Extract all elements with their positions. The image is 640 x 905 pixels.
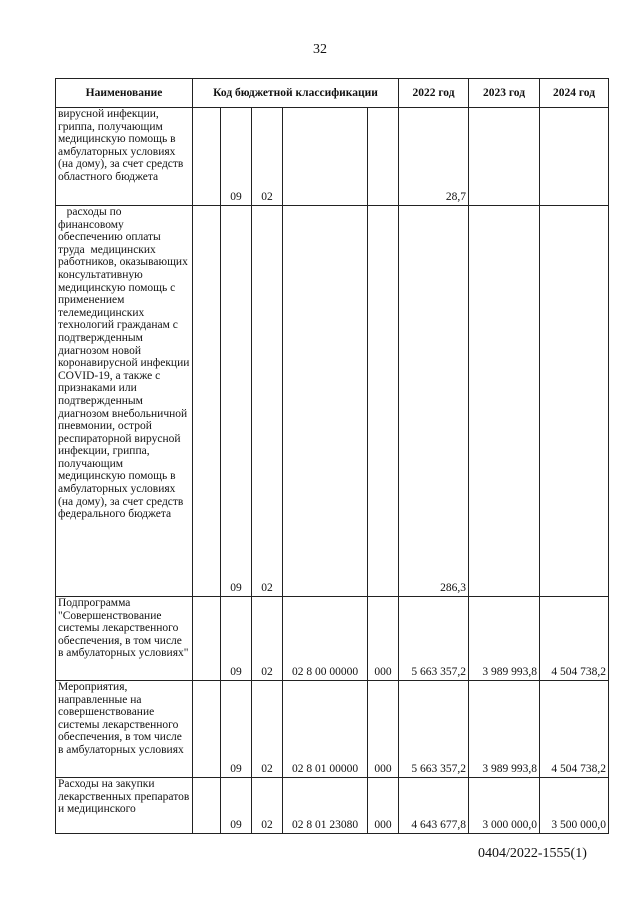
- row-2023: [469, 108, 540, 206]
- table-row: [56, 108, 609, 206]
- row-2023: 3 989 993,8: [469, 597, 540, 681]
- row-2022: 5 663 357,2: [399, 681, 469, 778]
- row-2023: 3 989 993,8: [469, 681, 540, 778]
- row-name: Подпрограмма "Совершенствование системы лекарственного обеспечения, в том числе в амбулаторных условиях": [56, 597, 193, 681]
- row-vr: 000: [368, 778, 399, 834]
- row-rz: 09: [221, 206, 252, 597]
- row-empty-col: [193, 206, 221, 597]
- header-2022: 2022 год: [399, 79, 469, 108]
- row-empty-col: [193, 108, 221, 206]
- budget-table: [55, 78, 609, 834]
- row-2024: 4 504 738,2: [540, 597, 609, 681]
- row-2023: 3 000 000,0: [469, 778, 540, 834]
- row-name: Расходы на закупки лекарственных препаратов и медицинского: [56, 778, 193, 834]
- row-name: вирусной инфекции, гриппа, получающим медицинскую помощь в амбулаторных условиях (на дому), за счет средств областного бюджета: [56, 108, 193, 206]
- row-csr: [283, 206, 368, 597]
- row-pr: 02: [252, 681, 283, 778]
- table-row: [56, 206, 609, 597]
- row-pr: 02: [252, 108, 283, 206]
- row-2022: 286,3: [399, 206, 469, 597]
- row-2023: [469, 206, 540, 597]
- row-vr: 000: [368, 597, 399, 681]
- row-empty-col: [193, 681, 221, 778]
- header-code: Код бюджетной классификации: [193, 79, 399, 108]
- row-rz: 09: [221, 597, 252, 681]
- row-rz: 09: [221, 778, 252, 834]
- row-name: Мероприятия, направленные на совершенствование системы лекарственного обеспечения, в том числе в амбулаторных условиях: [56, 681, 193, 778]
- header-2023: 2023 год: [469, 79, 540, 108]
- row-vr: 000: [368, 681, 399, 778]
- row-2022: 5 663 357,2: [399, 597, 469, 681]
- row-pr: 02: [252, 597, 283, 681]
- table-row: [56, 597, 609, 681]
- row-name: расходы по финансовому обеспечению оплаты труда медицинских работников, оказывающих консультативную медицинскую помощь с применением телемедицинских технологий гражданам с подтвержденным диагнозом новой коронавирусной инфекции COVID-19, а также с признаками или подтвержденным диагнозом внебольничной пневмонии, острой респираторной вирусной инфекции, гриппа, получающим медицинскую помощь в амбулаторных условиях (на дому), за счет средств федерального бюджета: [56, 206, 193, 597]
- row-vr: [368, 206, 399, 597]
- table-row: [56, 778, 609, 834]
- row-2024: 4 504 738,2: [540, 681, 609, 778]
- row-csr: 02 8 01 23080: [283, 778, 368, 834]
- row-vr: [368, 108, 399, 206]
- page-number: 32: [313, 42, 327, 57]
- row-empty-col: [193, 597, 221, 681]
- row-2024: [540, 108, 609, 206]
- row-empty-col: [193, 778, 221, 834]
- row-rz: 09: [221, 108, 252, 206]
- row-2022: 28,7: [399, 108, 469, 206]
- row-2024: 3 500 000,0: [540, 778, 609, 834]
- row-csr: 02 8 00 00000: [283, 597, 368, 681]
- document-code: 0404/2022-1555(1): [478, 846, 587, 861]
- row-csr: 02 8 01 00000: [283, 681, 368, 778]
- table-header-row: [56, 79, 609, 108]
- header-2024: 2024 год: [540, 79, 609, 108]
- header-name: Наименование: [56, 79, 193, 108]
- row-rz: 09: [221, 681, 252, 778]
- row-csr: [283, 108, 368, 206]
- row-pr: 02: [252, 778, 283, 834]
- row-2022: 4 643 677,8: [399, 778, 469, 834]
- table-row: [56, 681, 609, 778]
- row-pr: 02: [252, 206, 283, 597]
- row-2024: [540, 206, 609, 597]
